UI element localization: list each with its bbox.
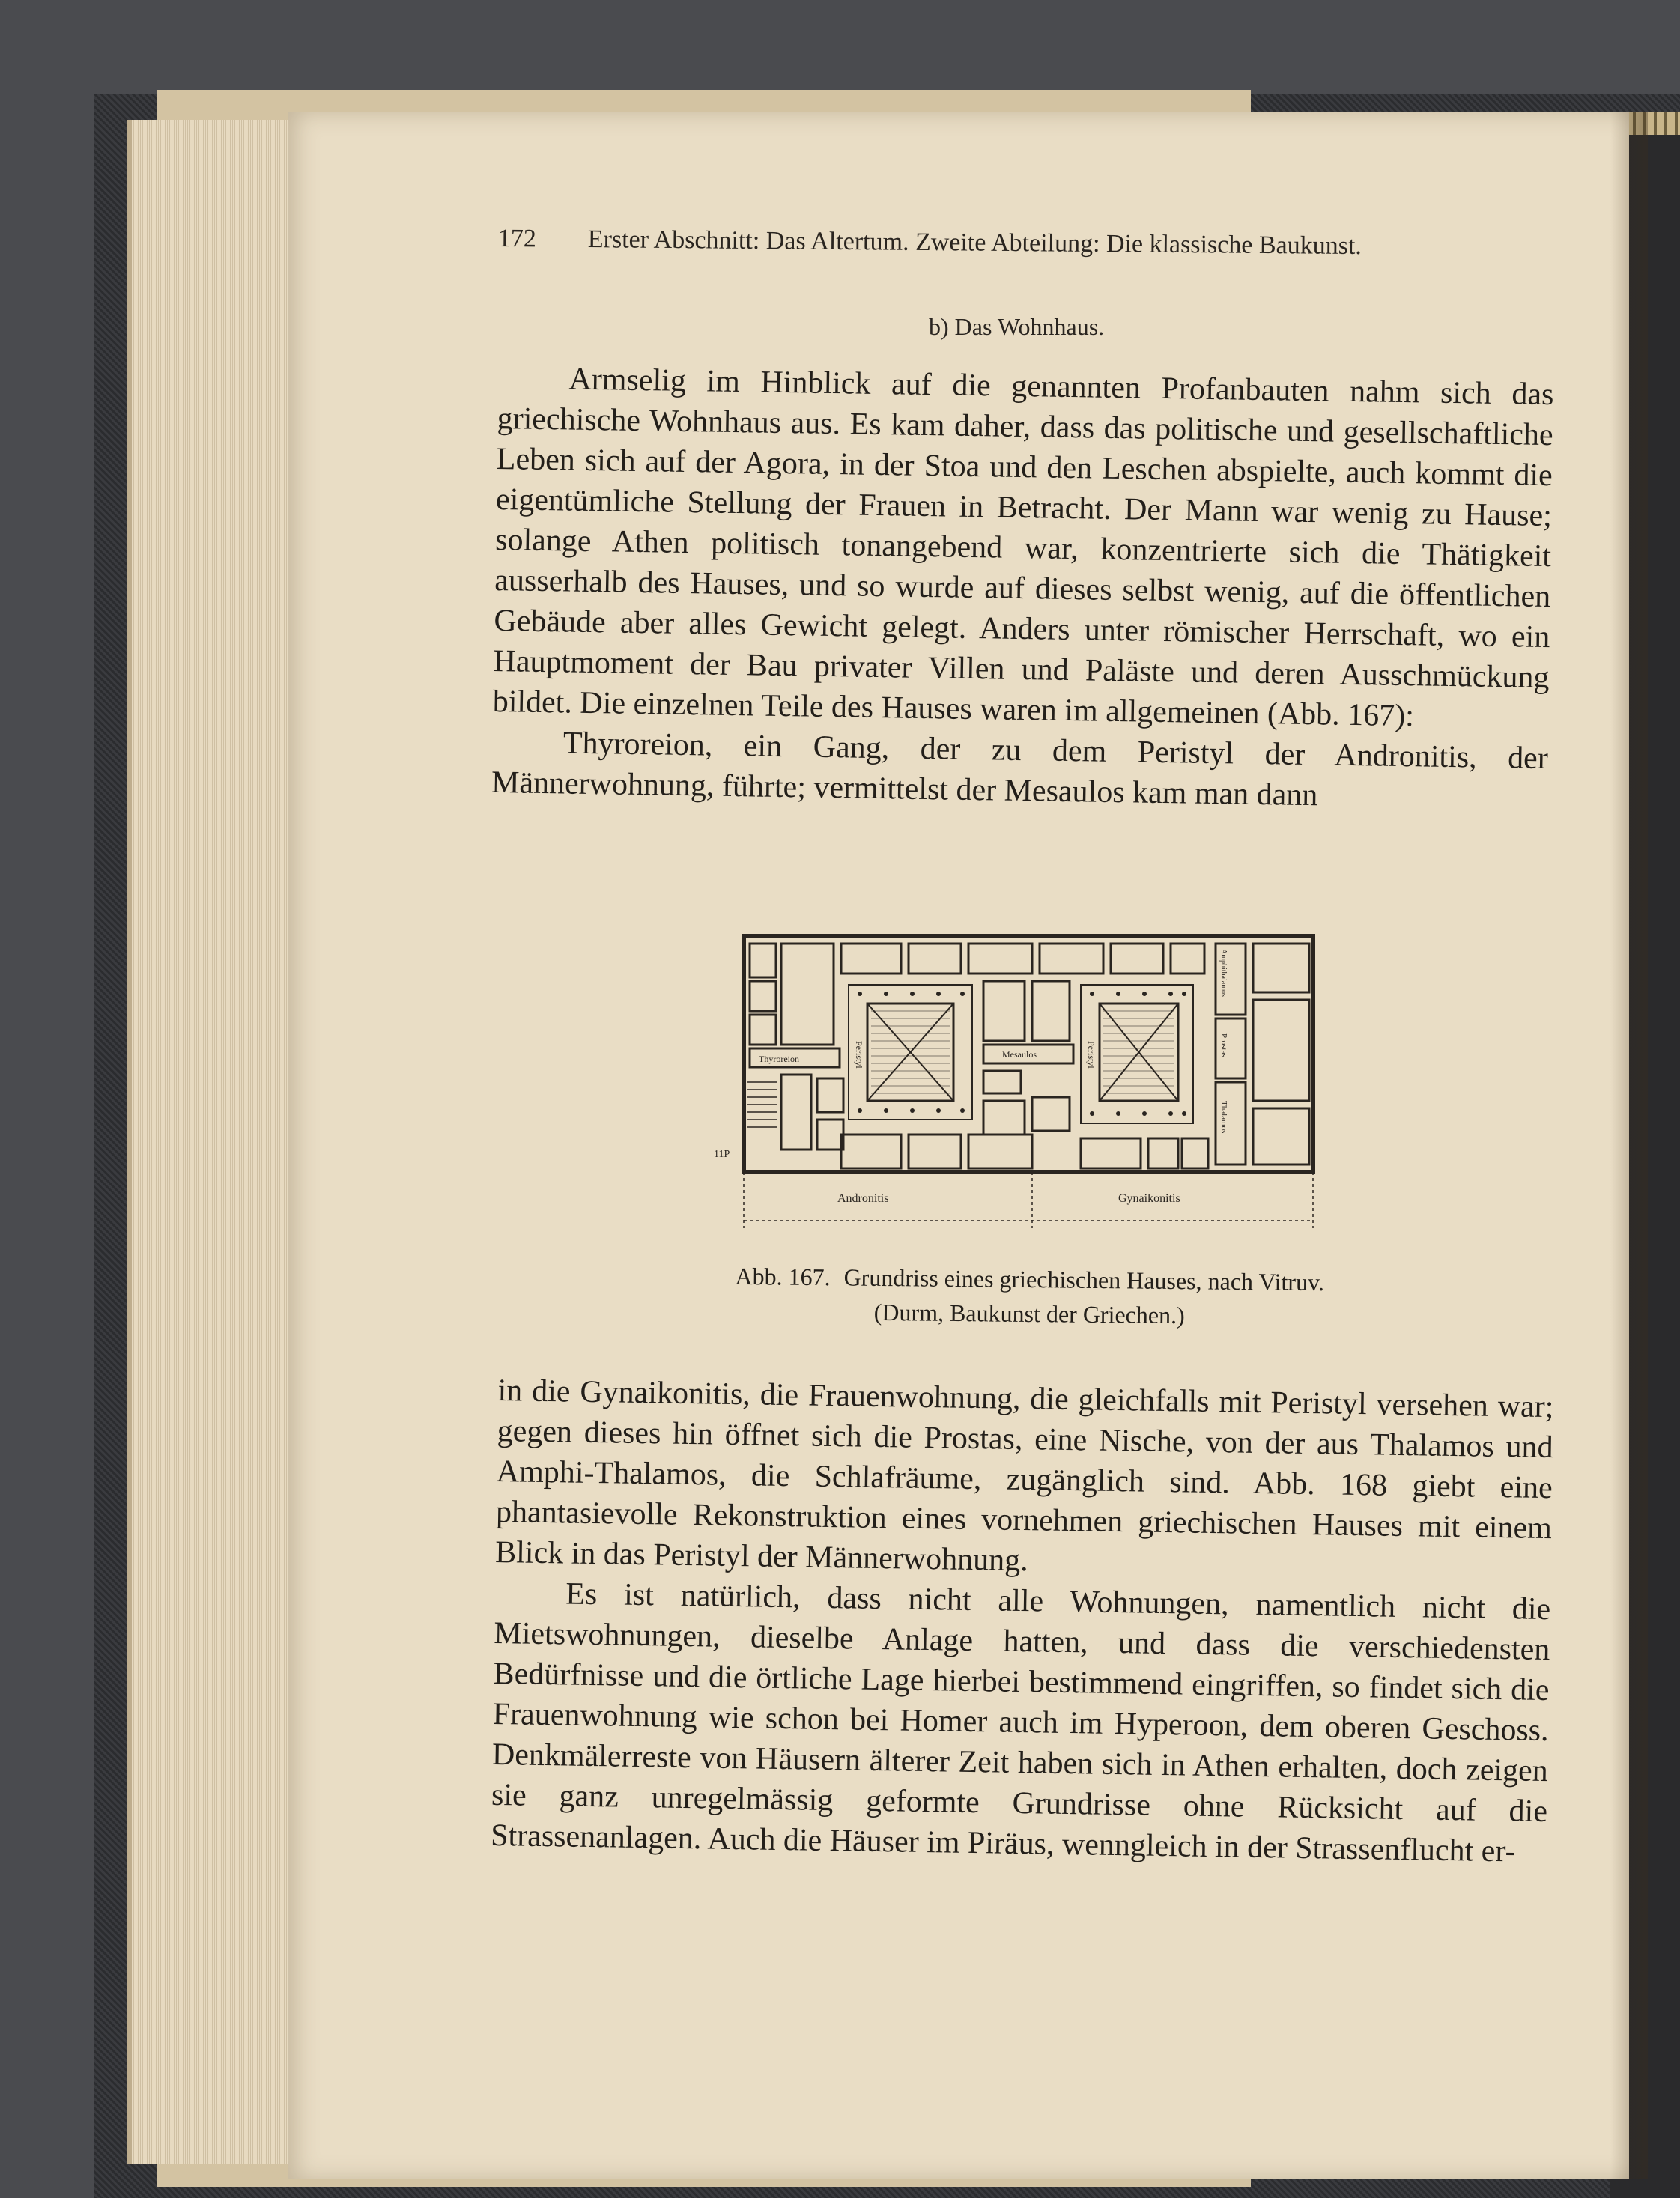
room [968, 1135, 1032, 1168]
room [983, 1071, 1021, 1093]
label-thyroreion: Thyroreion [759, 1054, 799, 1064]
label-thalamos: Thalamos [1219, 1101, 1228, 1134]
room [1253, 1108, 1309, 1165]
room [1253, 944, 1309, 992]
caption-number: Abb. 167. [735, 1262, 831, 1291]
room [817, 1120, 843, 1150]
room [1081, 1138, 1141, 1168]
page-stack-edge [127, 120, 297, 2164]
room [1182, 1138, 1208, 1168]
page-number: 172 [497, 225, 536, 253]
room [750, 981, 776, 1011]
floor-plan-figure [714, 932, 1320, 1247]
room [909, 944, 961, 974]
room [1111, 944, 1163, 974]
label-mesaulos: Mesaulos [1002, 1049, 1037, 1060]
room [841, 944, 901, 974]
figure-caption [670, 1258, 1389, 1335]
room [1171, 944, 1204, 974]
room [1148, 1138, 1178, 1168]
room [983, 981, 1025, 1041]
label-scale: 11P [714, 1149, 730, 1160]
room [841, 1135, 901, 1168]
room [983, 1101, 1025, 1135]
paragraph: Armselig im Hinblick auf die genannten Profanbauten nahm sich das griechische Wohnhaus aus. Es kam daher, dass das politische und gesellschaftliche Leben sich auf der Agora, in der Stoa und den Leschen abspielte, auch kommt die eigentümliche Stellung der Frauen in Betracht. Der Mann war wenig zu Hause; solange Athen politisch tonangebend war, konzentrierte sich die Thätigkeit ausserhalb des Hauses, und so wurde auf dieses selbst wenig, auf die öffentlichen Gebäude aber alles Gewicht gelegt. Anders unter römischer Herrschaft, wo ein Hauptmoment der Bau privater Villen und Paläste und deren Ausschmückung bildet. Die einzelnen Teile des Hauses waren im allgemeinen (Abb. 167): [492, 362, 1554, 734]
caption-line-2: (Durm, Baukunst der Griechen.) [873, 1298, 1185, 1329]
body-text-top [491, 358, 1554, 819]
label-andronitis: Andronitis [837, 1192, 889, 1205]
room [750, 944, 776, 977]
label-amphithalamos: Amphithalamos [1219, 949, 1228, 997]
label-peristyl-right: Peristyl [1086, 1041, 1097, 1069]
paragraph: in die Gynaikonitis, die Frauenwohnung, die gleichfalls mit Peristyl versehen war; gegen dieses hin öffnet sich die Prostas, eine Nische, von der aus Thalamos und Amphi-Thalamos, die Schlafräume, zugänglich sind. Abb. 168 giebt eine phantasievolle Rekonstruktion eines vornehmen griechischen Hauses mit einem Blick in das Peristyl der Männerwohnung. [494, 1373, 1554, 1579]
room [909, 1135, 961, 1168]
room [781, 944, 834, 1045]
caption-line-1: Grundriss eines griechischen Hauses, nach Vitruv. [843, 1263, 1325, 1296]
room [1040, 944, 1103, 974]
label-prostas: Prostas [1219, 1033, 1228, 1057]
label-gynaikonitis: Gynaikonitis [1118, 1192, 1180, 1205]
room [1032, 1097, 1070, 1131]
room [781, 1075, 811, 1150]
room [1032, 981, 1070, 1041]
running-head-text: Erster Abschnitt: Das Altertum. Zweite Abteilung: Die klassische Baukunst. [587, 225, 1362, 261]
label-peristyl-left: Peristyl [854, 1041, 864, 1069]
room [817, 1078, 843, 1112]
paragraph: Thyroreion, ein Gang, der zu dem Peristyl der Andronitis, der Männerwohnung, führte; vermittelst der Mesaulos kam man dann [491, 726, 1549, 813]
room [750, 1015, 776, 1045]
room [1253, 1000, 1309, 1101]
body-text-bottom [491, 1370, 1554, 1872]
page-gutter-shadow [1610, 112, 1648, 2179]
paragraph: Es ist natürlich, dass nicht alle Wohnungen, namentlich nicht die Mietswohnungen, dieselbe Anlage hatten, und dass die verschiedensten Bedürfnisse und die örtliche Lage hierbei bestimmend eingriffen, so findet sich die Frauenwohnung wie schon bei Homer auch im Hyperoon, dem oberen Geschoss. Denkmälerreste von Häusern älterer Zeit haben sich in Athen erhalten, doch zeigen sie ganz unregelmässig geformte Grundrisse ohne Rücksicht auf die Strassenanlagen. Auch die Häuser im Piräus, wenngleich in der Strassenflucht er- [490, 1576, 1551, 1869]
room [968, 944, 1032, 974]
section-heading: b) Das Wohnhaus. [929, 313, 1105, 340]
